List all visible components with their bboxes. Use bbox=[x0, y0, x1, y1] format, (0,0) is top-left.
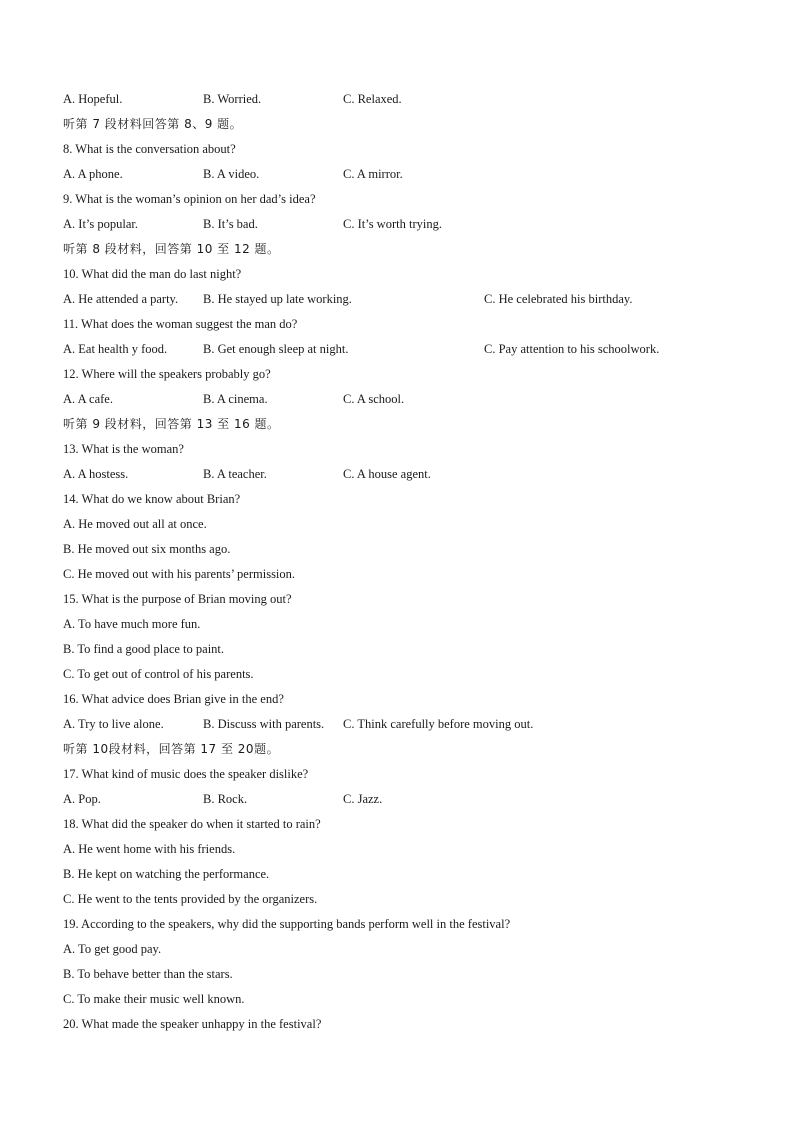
option-c: C. Pay attention to his schoolwork. bbox=[484, 342, 660, 356]
question-text: 9. What is the woman’s opinion on her dad’s idea? bbox=[63, 192, 316, 206]
question-text: 17. What kind of music does the speaker dislike? bbox=[63, 767, 309, 781]
option-c: C. A mirror. bbox=[343, 167, 403, 181]
question-text: 11. What does the woman suggest the man do? bbox=[63, 317, 298, 331]
option-a: A. A phone. bbox=[63, 167, 123, 181]
question-text: 19. According to the speakers, why did the supporting bands perform well in the festival? bbox=[63, 917, 511, 931]
option-a: A. Try to live alone. bbox=[63, 717, 164, 731]
option-a: A. It’s popular. bbox=[63, 217, 138, 231]
question-text: 18. What did the speaker do when it started to rain? bbox=[63, 817, 321, 831]
option-b: B. A video. bbox=[203, 167, 260, 181]
option-c: C. A house agent. bbox=[343, 467, 431, 481]
option-line: B. To find a good place to paint. bbox=[63, 642, 225, 656]
option-line: A. To have much more fun. bbox=[63, 617, 201, 631]
option-row bbox=[63, 391, 743, 416]
option-b: B. Rock. bbox=[203, 792, 248, 806]
option-line: C. He moved out with his parents’ permission. bbox=[63, 567, 296, 581]
option-row bbox=[63, 291, 743, 316]
option-b: B. It’s bad. bbox=[203, 217, 258, 231]
option-b: B. Worried. bbox=[203, 92, 262, 106]
option-b: B. Get enough sleep at night. bbox=[203, 342, 349, 356]
question-text: 12. Where will the speakers probably go? bbox=[63, 367, 271, 381]
option-line: C. To make their music well known. bbox=[63, 992, 245, 1006]
section-heading: 听第 7 段材料回答第 8、9 题。 bbox=[63, 117, 243, 131]
option-a: A. Pop. bbox=[63, 792, 101, 806]
option-row bbox=[63, 166, 743, 191]
option-c: C. A school. bbox=[343, 392, 405, 406]
question-list bbox=[63, 91, 743, 1041]
option-c: C. It’s worth trying. bbox=[343, 217, 442, 231]
option-line: A. To get good pay. bbox=[63, 942, 162, 956]
question-text: 10. What did the man do last night? bbox=[63, 267, 242, 281]
section-heading: 听第 8 段材料，回答第 10 至 12 题。 bbox=[63, 242, 280, 256]
option-line: C. To get out of control of his parents. bbox=[63, 667, 254, 681]
option-row bbox=[63, 91, 743, 116]
option-b: B. He stayed up late working. bbox=[203, 292, 352, 306]
section-heading: 听第 9 段材料，回答第 13 至 16 题。 bbox=[63, 417, 280, 431]
option-a: A. A hostess. bbox=[63, 467, 129, 481]
question-text: 16. What advice does Brian give in the end? bbox=[63, 692, 284, 706]
option-line: A. He went home with his friends. bbox=[63, 842, 236, 856]
option-b: B. Discuss with parents. bbox=[203, 717, 325, 731]
option-line: A. He moved out all at once. bbox=[63, 517, 207, 531]
option-row bbox=[63, 341, 743, 366]
option-a: A. A cafe. bbox=[63, 392, 113, 406]
option-row bbox=[63, 716, 743, 741]
option-line: B. He kept on watching the performance. bbox=[63, 867, 270, 881]
option-line: B. To behave better than the stars. bbox=[63, 967, 233, 981]
option-b: B. A cinema. bbox=[203, 392, 268, 406]
option-row bbox=[63, 791, 743, 816]
option-c: C. Relaxed. bbox=[343, 92, 402, 106]
question-text: 13. What is the woman? bbox=[63, 442, 184, 456]
option-row bbox=[63, 216, 743, 241]
option-line: B. He moved out six months ago. bbox=[63, 542, 231, 556]
question-text: 20. What made the speaker unhappy in the festival? bbox=[63, 1017, 322, 1031]
option-row bbox=[63, 466, 743, 491]
section-heading: 听第 10段材料，回答第 17 至 20题。 bbox=[63, 742, 280, 756]
option-c: C. Think carefully before moving out. bbox=[343, 717, 534, 731]
option-c: C. He celebrated his birthday. bbox=[484, 292, 633, 306]
question-text: 8. What is the conversation about? bbox=[63, 142, 236, 156]
option-c: C. Jazz. bbox=[343, 792, 383, 806]
question-text: 14. What do we know about Brian? bbox=[63, 492, 241, 506]
option-a: A. Hopeful. bbox=[63, 92, 123, 106]
question-text: 15. What is the purpose of Brian moving out? bbox=[63, 592, 292, 606]
option-b: B. A teacher. bbox=[203, 467, 267, 481]
option-line: C. He went to the tents provided by the organizers. bbox=[63, 892, 318, 906]
option-a: A. Eat health y food. bbox=[63, 342, 168, 356]
option-a: A. He attended a party. bbox=[63, 292, 179, 306]
